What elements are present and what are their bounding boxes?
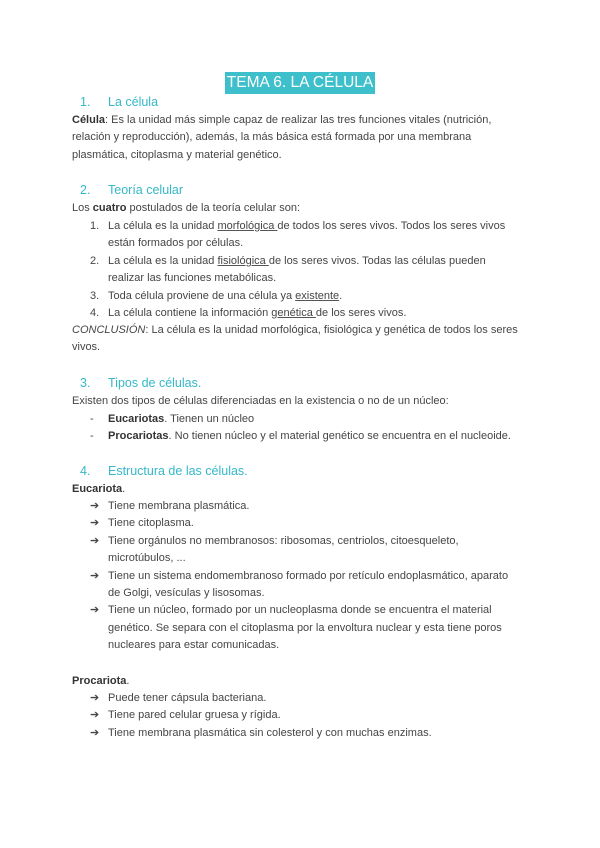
cell-types-list <box>72 411 540 446</box>
list-item: - Procariotas. No tienen núcleo y el material genético se encuentra en el nucleoide. <box>90 430 511 443</box>
postulates-list <box>72 218 540 322</box>
list-item: ➔ Tiene un núcleo, formado por un nucleoplasma donde se encuentra el material genético. Se separa con el citoplasma por la envoltura nuclear y esta tiene poros nucleares para estar comunicadas. <box>90 604 502 652</box>
list-item: 4. La célula contiene la información genética de los seres vivos. <box>90 307 407 320</box>
list-item: ➔ Tiene orgánulos no membranosos: ribosomas, centriolos, citoesqueleto, microtúbulos, ... <box>90 534 459 565</box>
section-1-heading: 1. La célula <box>80 95 159 109</box>
list-item: ➔ Puede tener cápsula bacteriana. <box>72 690 540 707</box>
arrow-icon: ➔ <box>90 726 100 739</box>
arrow-icon: ➔ <box>90 569 100 582</box>
arrow-icon: ➔ <box>90 709 100 722</box>
arrow-icon: ➔ <box>90 517 100 530</box>
section-3-heading: 3. Tipos de células. <box>80 376 202 390</box>
list-item: 1. La célula es la unidad morfológica de todos los seres vivos. Todos los seres vivos están formados por células. <box>90 220 506 250</box>
list-item: 3. Toda célula proviene de una célula ya existente. <box>90 289 343 302</box>
conclusion: CONCLUSIÓN: La célula es la unidad morfológica, fisiológica y genética de todos los seres vivos. <box>72 324 518 354</box>
list-item: 2. La célula es la unidad fisiológica de los seres vivos. Todas las células pueden realizar las funciones metabólicas. <box>90 254 486 285</box>
eucariota-label: Eucariota. <box>72 483 126 495</box>
arrow-icon: ➔ <box>90 604 100 617</box>
eucariota-list <box>72 498 540 655</box>
section-4-heading: 4. Estructura de las células. <box>80 464 248 478</box>
document-title: TEMA 6. LA CÉLULA <box>0 72 600 94</box>
list-item: ➔ Tiene citoplasma. <box>72 515 540 532</box>
section-2-heading: 2. Teoría celular <box>80 183 184 197</box>
arrow-icon: ➔ <box>90 534 100 547</box>
procariota-list <box>72 690 540 742</box>
arrow-icon: ➔ <box>90 692 100 704</box>
list-item: ➔ Tiene membrana plasmática sin colesterol y con muchas enzimas. <box>72 725 540 742</box>
section-3-intro: Existen dos tipos de células diferenciadas en la existencia o no de un núcleo: <box>72 395 449 407</box>
procariota-label: Procariota. <box>72 675 130 687</box>
list-item: ➔ Tiene pared celular gruesa y rígida. <box>72 707 540 724</box>
list-item: ➔ Tiene membrana plasmática. <box>72 498 540 515</box>
list-item: ➔ Tiene un sistema endomembranoso formado por retículo endoplasmático, aparato de Golgi, vesículas y lisosomas. <box>90 569 509 600</box>
section-2-intro: Los cuatro postulados de la teoría celular son: <box>72 202 301 214</box>
list-item: - Eucariotas. Tienen un núcleo <box>90 413 255 425</box>
section-1-paragraph: Célula: Es la unidad más simple capaz de realizar las tres funciones vitales (nutrición, relación y reproducción), además, la más básica está formada por una membrana plasmática, citoplasma y material genético. <box>72 114 492 161</box>
arrow-icon: ➔ <box>90 500 100 512</box>
